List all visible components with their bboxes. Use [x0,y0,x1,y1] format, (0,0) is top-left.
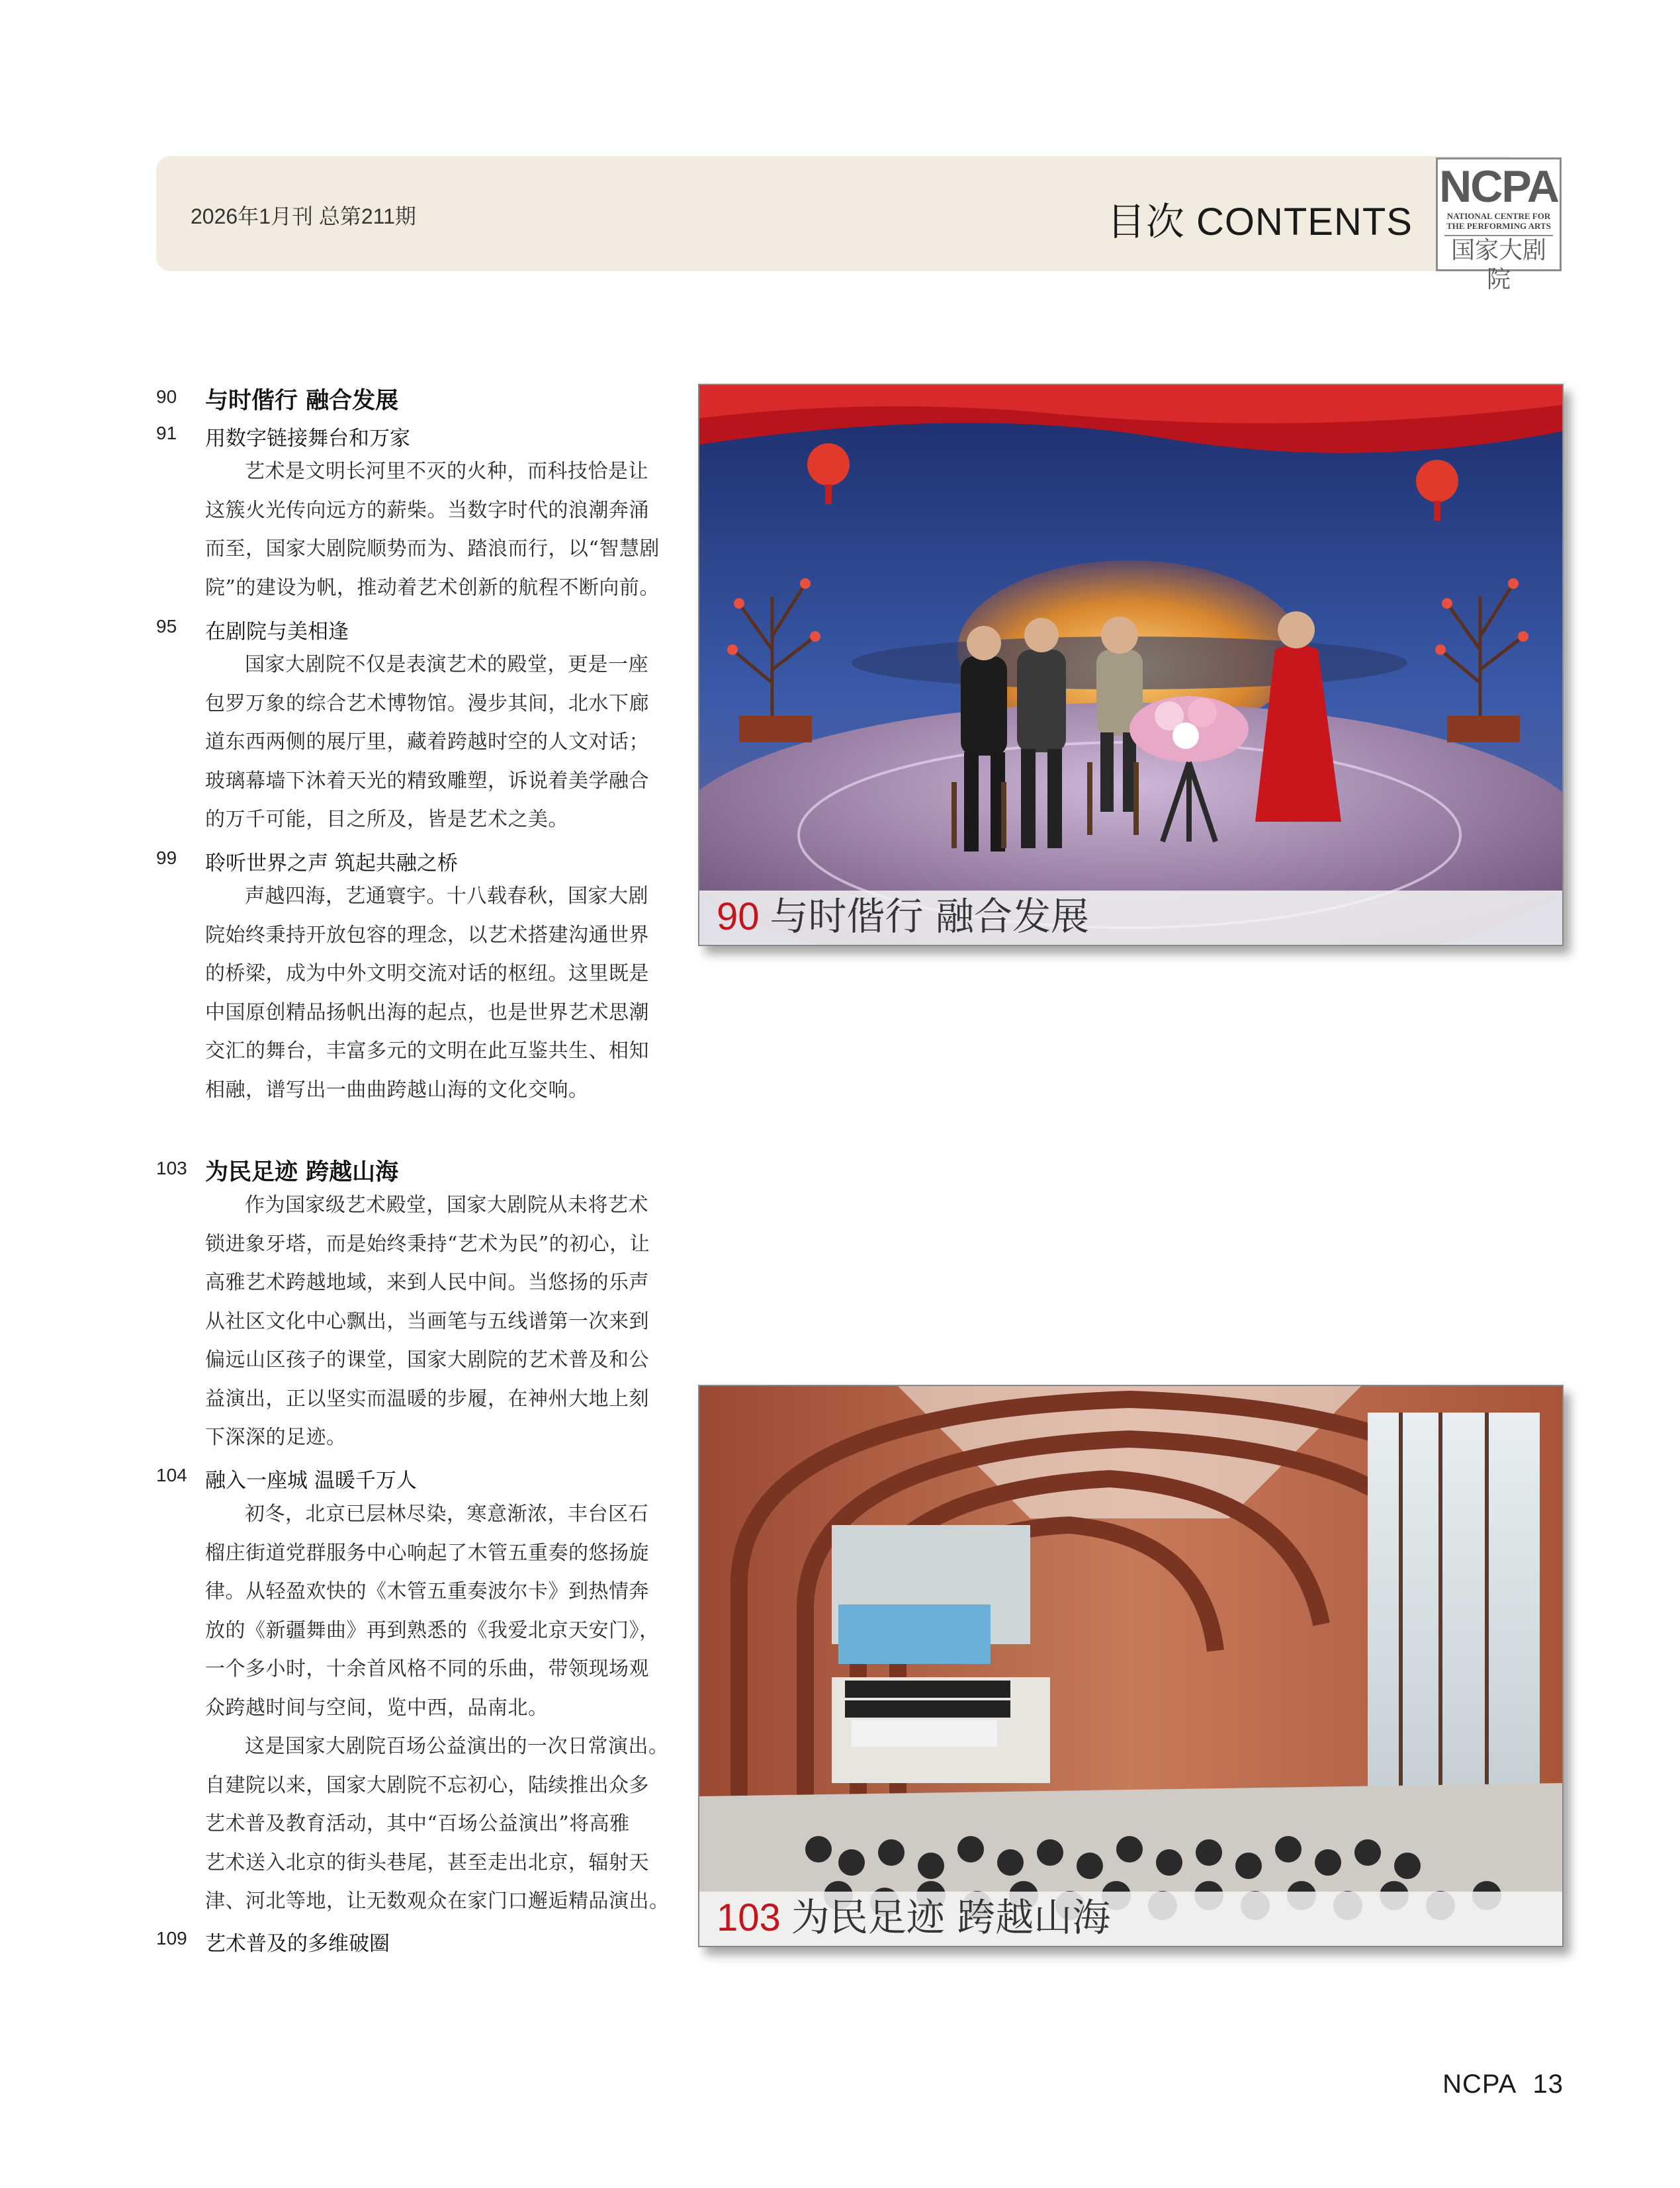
toc-summary-104 [205,1495,670,1921]
summary-line: 玻璃幕墙下沐着天光的精致雕塑，诉说着美学融合 [205,769,649,793]
summary-line: 高雅艺术跨越地域，来到人民中间。当悠扬的乐声 [205,1271,649,1294]
page-title: 目次 CONTENTS [1106,200,1413,243]
caption-page-number: 90 [717,895,760,938]
summary-line: 榴庄街道党群服务中心响起了木管五重奏的悠扬旋 [205,1541,649,1565]
toc-title: 艺术普及的多维破圈 [205,1932,390,1956]
summary-line: 放的《新疆舞曲》再到熟悉的《我爱北京天安门》， [205,1618,660,1642]
summary-line: 艺术普及教育活动，其中“百场公益演出”将高雅 [205,1812,630,1835]
summary-line: 国家大剧院不仅是表演艺术的殿堂，更是一座 [245,653,648,676]
toc-title: 融入一座城 温暖千万人 [205,1469,417,1493]
caption-page-number: 103 [717,1896,781,1939]
summary-line: 而至，国家大剧院顺势而为、踏浪而行，以“智慧剧 [205,537,660,560]
issue-info: 2026年1月刊 总第211期 [191,204,416,228]
photo-caption [717,1896,1110,1939]
toc-num: 99 [156,848,177,868]
summary-line: 包罗万象的综合艺术博物馆。漫步其间，北水下廊 [205,691,649,715]
toc-summary-95 [205,646,649,840]
logo-en-line1: NATIONAL CENTRE FOR [1446,211,1551,221]
toc-num: 103 [156,1158,187,1178]
summary-line: 院始终秉持开放包容的理念，以艺术搭建沟通世界 [205,923,649,947]
summary-line: 交汇的舞台，丰富多元的文明在此互鉴共生、相知 [205,1039,649,1063]
hall-illustration [699,1386,1562,1946]
summary-line: 中国原创精品扬帆出海的起点，也是世界艺术思潮 [205,1000,649,1024]
summary-line: 下深深的足迹。 [205,1426,347,1449]
summary-line: 作为国家级艺术殿堂，国家大剧院从未将艺术 [245,1194,648,1217]
toc-num: 104 [156,1465,187,1485]
summary-line: 众跨越时间与空间，览中西，品南北。 [205,1696,549,1720]
toc-num: 91 [156,423,177,443]
summary-line: 从社区文化中心飘出，当画笔与五线谱第一次来到 [205,1309,649,1333]
summary-line: 这簇火光传向远方的薪柴。当数字时代的浪潮奔涌 [205,498,649,522]
summary-line: 艺术送入北京的街头巷尾，甚至走出北京，辐射天 [205,1851,649,1874]
summary-line: 艺术是文明长河里不灭的火种，而科技恰是让 [245,460,648,483]
logo-en-line2: THE PERFORMING ARTS [1446,221,1551,231]
photo-studio[interactable] [698,384,1564,946]
summary-line: 益演出，正以坚实而温暖的步履，在神州大地上刻 [205,1387,649,1411]
photo-caption [717,895,1089,938]
summary-line: 自建院以来，国家大剧院不忘初心，陆续推出众多 [205,1773,649,1797]
toc-title: 在剧院与美相逢 [205,620,349,644]
studio-illustration [699,385,1562,945]
summary-line: 津、河北等地，让无数观众在家门口邂逅精品演出。 [205,1890,670,1913]
page-number: 13 [1532,2070,1564,2099]
summary-line: 道东西两侧的展厅里，藏着跨越时空的人文对话； [205,730,649,754]
summary-line: 偏远山区孩子的课堂，国家大剧院的艺术普及和公 [205,1348,649,1372]
summary-line: 锁进象牙塔，而是始终秉持“艺术为民”的初心，让 [205,1232,650,1256]
photo-concert-hall[interactable] [698,1385,1564,1947]
page-footer [1442,2070,1564,2099]
caption-title: 与时偕行 融合发展 [770,894,1089,939]
summary-line: 这是国家大剧院百场公益演出的一次日常演出。 [245,1735,669,1758]
summary-line: 初冬，北京已层林尽染，寒意渐浓，丰台区石 [245,1503,648,1526]
toc-summary-91 [205,453,660,607]
toc-title: 为民足迹 跨越山海 [205,1159,399,1186]
logo-cn: 国家大剧院 [1444,235,1553,294]
summary-line: 的万千可能，目之所及，皆是艺术之美。 [205,808,568,831]
toc-summary-99 [205,877,649,1110]
summary-line: 一个多小时，十余首风格不同的乐曲，带领现场观 [205,1657,649,1681]
toc-title: 聆听世界之声 筑起共融之桥 [205,852,458,875]
caption-title: 为民足迹 跨越山海 [791,1895,1111,1940]
toc-num: 109 [156,1928,187,1948]
toc-summary-103 [205,1186,650,1458]
footer-brand: NCPA [1442,2070,1517,2099]
toc-num: 90 [156,386,177,407]
logo-abbr: NCPA [1439,161,1558,212]
summary-line: 的桥梁，成为中外文明交流对话的枢纽。这里既是 [205,962,649,985]
toc-num: 95 [156,616,177,636]
summary-line: 院”的建设为帆，推动着艺术创新的航程不断向前。 [205,576,660,599]
summary-line: 相融，谱写出一曲曲跨越山海的文化交响。 [205,1078,589,1102]
summary-line: 律。从轻盈欢快的《木管五重奏波尔卡》到热情奔 [205,1580,649,1603]
toc-title: 用数字链接舞台和万家 [205,427,410,451]
toc-title: 与时偕行 融合发展 [205,387,399,414]
ncpa-logo [1436,157,1562,293]
summary-line: 声越四海，艺通寰宇。十八载春秋，国家大剧 [245,885,648,908]
